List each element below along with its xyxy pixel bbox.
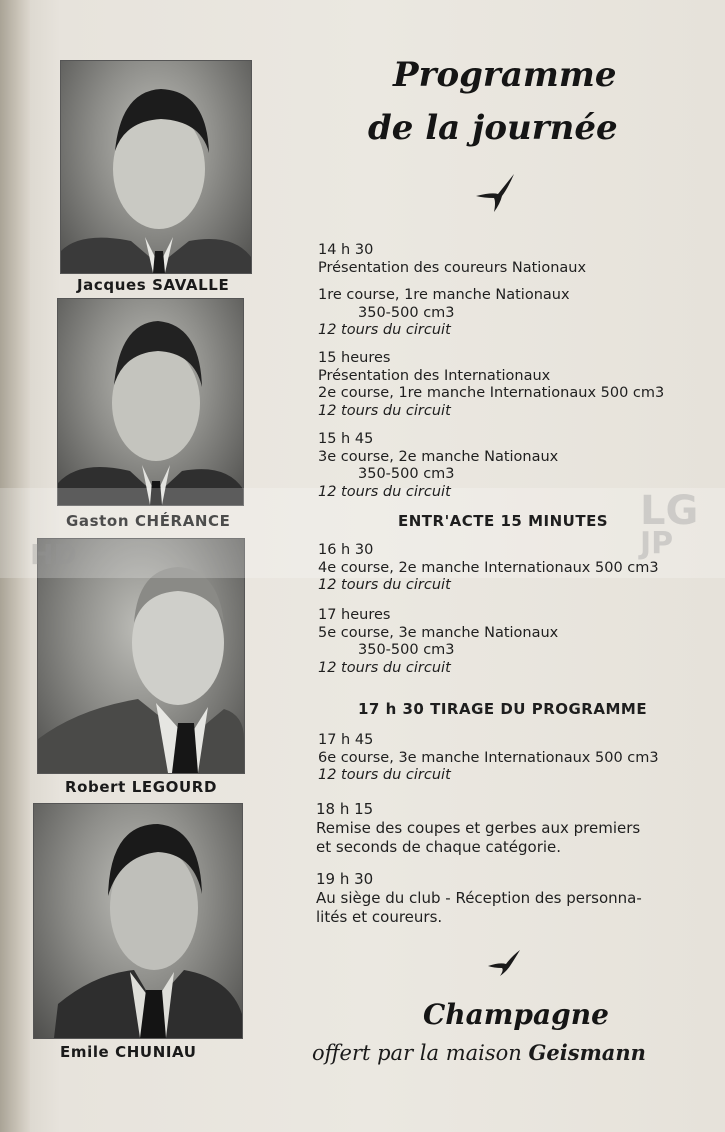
watermark-text-jp: JP [640, 526, 674, 561]
schedule-block-1 [318, 242, 586, 340]
block-3-line-2: 350-500 cm3 [358, 466, 455, 482]
block-8-line-1: Au siège du club - Réception des personna- [316, 889, 642, 907]
time-17h: 17 heures [318, 607, 391, 623]
block-3-line-3: 12 tours du circuit [318, 483, 451, 500]
block-1-line-3: 350-500 cm3 [358, 304, 455, 321]
block-2-line-1: Présentation des Internationaux [318, 367, 551, 384]
portrait-jacques-savalle [60, 60, 252, 274]
schedule-block-6 [318, 732, 659, 785]
house-name: Geismann [528, 1040, 646, 1065]
draw-heading: 17 h 30 TIRAGE DU PROGRAMME [358, 700, 648, 718]
block-3-line-1: 3e course, 2e manche Nationaux [318, 448, 559, 465]
offered-by-text: offert par la maison [312, 1041, 522, 1065]
caption-robert-legourd: Robert LEGOURD [65, 778, 218, 796]
block-7-line-1: Remise des coupes et gerbes aux premiers [316, 819, 641, 837]
time-1430: 14 h 30 [318, 242, 374, 258]
block-2-line-3: 12 tours du circuit [318, 402, 451, 419]
offered-by-line [312, 1040, 646, 1065]
time-1815: 18 h 15 [316, 800, 374, 818]
schedule-block-8 [316, 870, 642, 927]
schedule-block-3 [318, 431, 558, 501]
schedule-block-4 [318, 542, 659, 595]
time-1630: 16 h 30 [318, 542, 374, 558]
caption-gaston-cherance: Gaston CHÉRANCE [66, 512, 231, 530]
schedule-block-7 [316, 800, 640, 857]
schedule-block-5 [318, 607, 558, 677]
swallow-ornament-icon [470, 170, 520, 218]
watermark-text-lg: LG [640, 488, 699, 534]
swallow-ornament-small-icon [484, 948, 524, 978]
block-1-line-2: 1re course, 1re manche Nationaux [318, 287, 570, 303]
intermission-heading: ENTR'ACTE 15 MINUTES [398, 512, 609, 530]
title-line-1: Programme [393, 55, 617, 95]
block-6-line-2: 12 tours du circuit [318, 767, 451, 783]
caption-emile-chuniau: Emile CHUNIAU [60, 1043, 197, 1061]
block-8-line-2: lités et coureurs. [316, 908, 443, 926]
block-5-line-2: 350-500 cm3 [358, 642, 455, 658]
watermark-text-hd: HD [30, 538, 77, 571]
time-15h: 15 heures [318, 350, 391, 366]
time-1930: 19 h 30 [316, 870, 374, 888]
block-7-line-2: et seconds de chaque catégorie. [316, 838, 562, 856]
block-4-line-2: 12 tours du circuit [318, 577, 451, 593]
schedule-block-2 [318, 350, 664, 420]
time-1545: 15 h 45 [318, 431, 374, 447]
block-4-line-1: 4e course, 2e manche Internationaux 500 cm3 [318, 559, 659, 576]
portrait-emile-chuniau [33, 803, 243, 1039]
block-5-line-1: 5e course, 3e manche Nationaux [318, 624, 559, 641]
portrait-gaston-cherance [57, 298, 244, 506]
block-1-line-4: 12 tours du circuit [318, 322, 451, 338]
champagne-heading: Champagne [423, 998, 609, 1031]
caption-jacques-savalle: Jacques SAVALLE [77, 276, 230, 294]
block-2-line-2: 2e course, 1re manche Internationaux 500 cm3 [318, 385, 665, 401]
block-6-line-1: 6e course, 3e manche Internationaux 500 cm3 [318, 749, 659, 766]
title-line-2: de la journée [368, 108, 618, 148]
block-5-line-3: 12 tours du circuit [318, 659, 451, 676]
time-1745: 17 h 45 [318, 732, 374, 748]
block-1-line-1: Présentation des coureurs Nationaux [318, 259, 587, 276]
